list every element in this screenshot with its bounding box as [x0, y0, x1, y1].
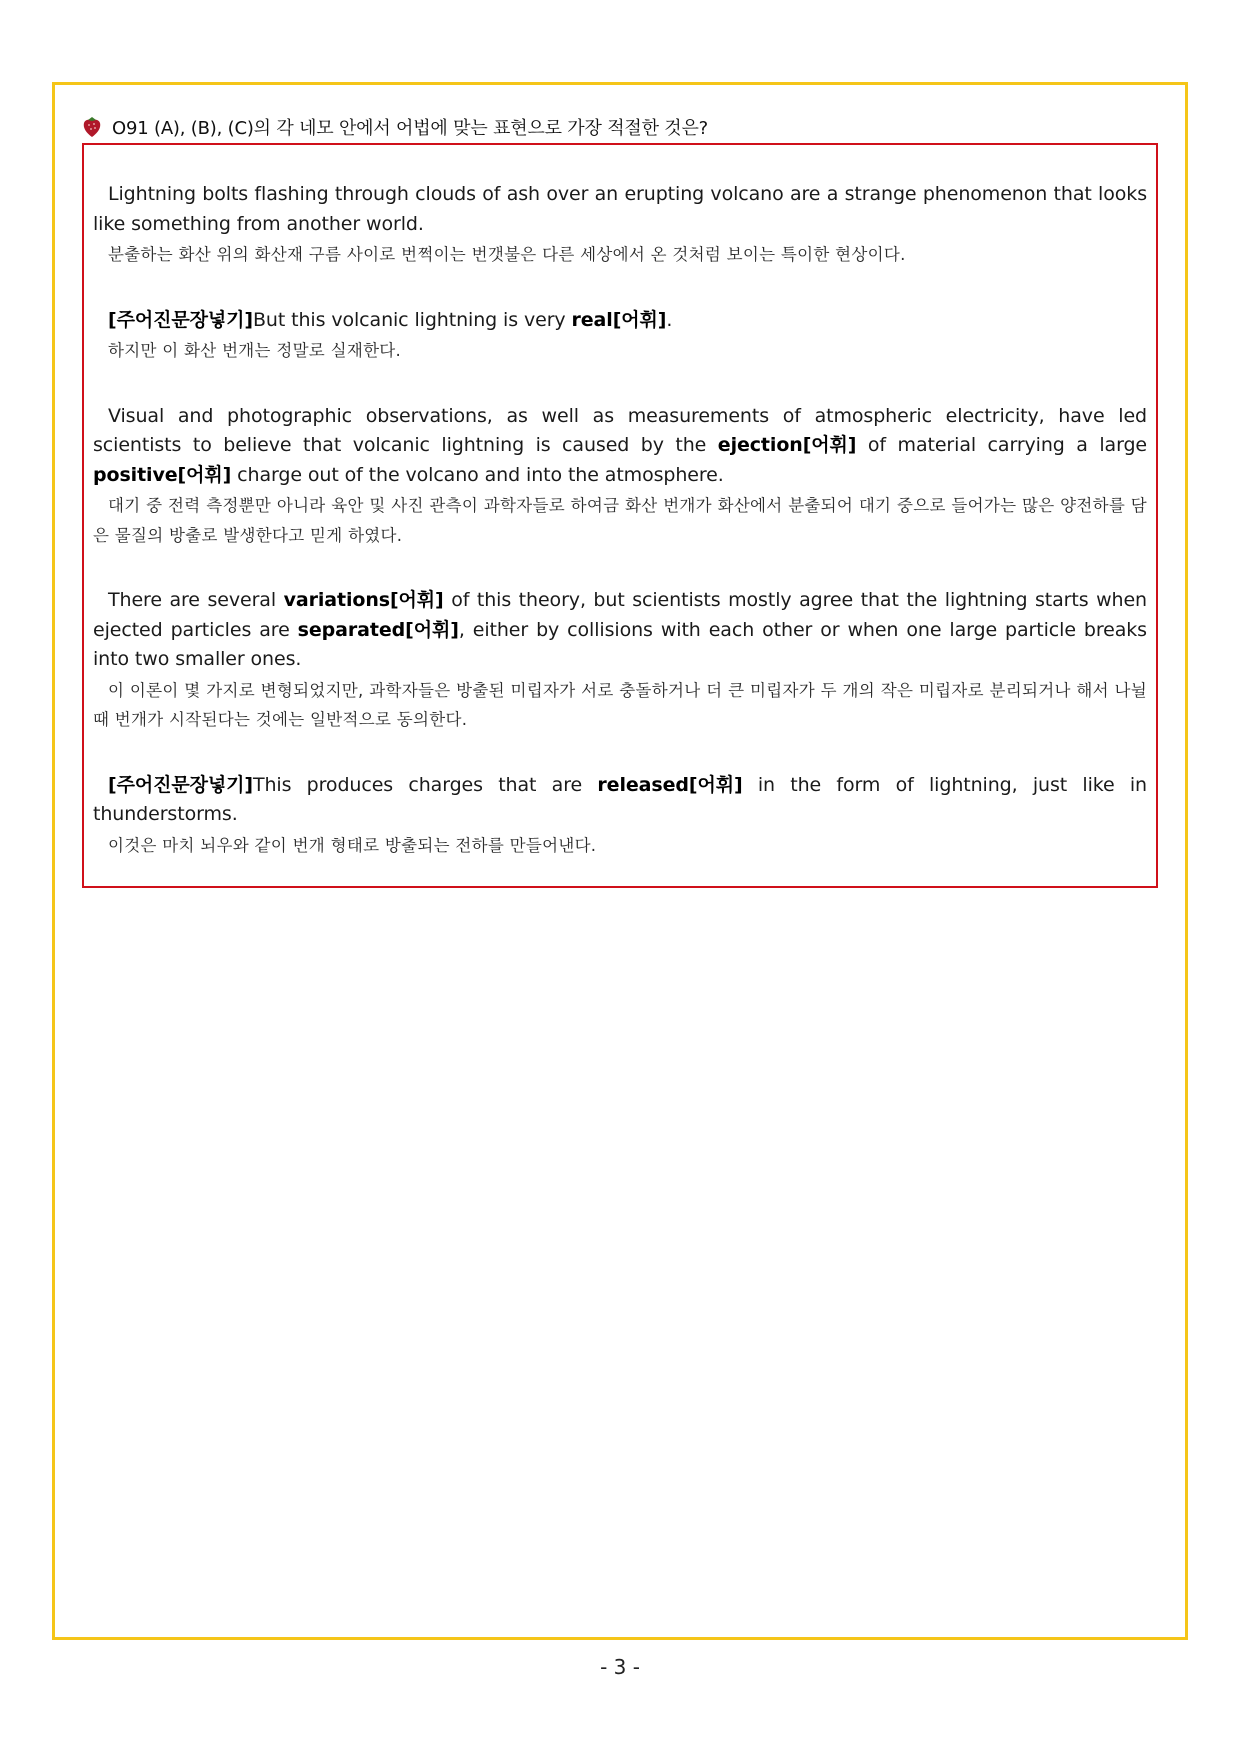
vocab-keyword: real[어휘]	[571, 308, 667, 331]
english-sentence	[93, 586, 1147, 675]
sentence-text: in the form of lightning, just like in thunderstorms.	[93, 773, 1147, 825]
passage-content	[93, 180, 1147, 896]
vocab-keyword: positive[어휘]	[93, 463, 232, 486]
paragraph-2	[93, 306, 1147, 366]
korean-translation: 대기 중 전력 측정뿐만 아니라 육안 및 사진 관측이 과학자들로 하여금 화산 번개가 화산에서 분출되어 대기 중으로 들어가는 많은 양전하를 담은 물질의 방출로 발생한다고 믿게 하였다.	[93, 496, 1147, 545]
paragraph-4	[93, 586, 1147, 735]
paragraph-5	[93, 771, 1147, 861]
korean-translation: 이 이론이 몇 가지로 변형되었지만, 과학자들은 방출된 미립자가 서로 충돌하거나 더 큰 미립자가 두 개의 작은 미립자로 분리되거나 해서 나뉠 때 번개가 시작된다는 것에는 일반적으로 동의한다.	[93, 680, 1147, 729]
vocab-keyword: separated[어휘]	[297, 618, 459, 641]
korean-translation: 이것은 마치 뇌우와 같이 번개 형태로 방출되는 전하를 만들어낸다.	[108, 835, 597, 855]
insert-sentence-tag: [주어진문장넣기]	[108, 308, 253, 331]
page-number: - 3 -	[600, 1655, 640, 1679]
insert-sentence-tag: [주어진문장넣기]	[108, 773, 253, 796]
sentence-text: Visual and photographic observations, as well as measurements of atmospheric electricity, have led scientists to believe that volcanic lightning is caused by the	[93, 404, 1147, 456]
sentence-text: This produces charges that are	[252, 773, 598, 796]
sentence-text: Lightning bolts flashing through clouds of ash over an erupting volcano are a strange phenomenon that looks like something from another world.	[93, 183, 1147, 235]
sentence-text: .	[666, 308, 673, 331]
english-sentence	[93, 402, 1147, 491]
paragraph-3	[93, 402, 1147, 551]
vocab-keyword: ejection[어휘]	[717, 434, 857, 456]
passage-box	[82, 143, 1158, 888]
question-header	[82, 112, 1132, 142]
sentence-text: , either by collisions with each other or when one large particle breaks into two smaller ones.	[93, 618, 1147, 670]
paragraph-1	[93, 180, 1147, 270]
sentence-text: But this volcanic lightning is very	[252, 308, 572, 331]
english-sentence	[93, 771, 1147, 830]
sentence-text: There are several	[108, 589, 284, 611]
vocab-keyword: released[어휘]	[597, 773, 743, 796]
sentence-text: charge out of the volcano and into the atmosphere.	[231, 463, 724, 486]
sentence-text: of material carrying a large	[856, 434, 1147, 456]
english-sentence	[93, 306, 1147, 336]
korean-translation: 분출하는 화산 위의 화산재 구름 사이로 번쩍이는 번갯불은 다른 세상에서 온 것처럼 보이는 특이한 현상이다.	[108, 245, 906, 264]
strawberry-bullet-icon	[82, 116, 102, 138]
question-text: O91 (A), (B), (C)의 각 네모 안에서 어법에 맞는 표현으로 가장 적절한 것은?	[112, 118, 709, 139]
korean-translation: 하지만 이 화산 번개는 정말로 실재한다.	[108, 341, 402, 360]
vocab-keyword: variations[어휘]	[283, 589, 444, 611]
english-sentence	[93, 180, 1147, 239]
sentence-text: of this theory, but scientists mostly agree that the lightning starts when ejected particles are	[93, 589, 1147, 641]
